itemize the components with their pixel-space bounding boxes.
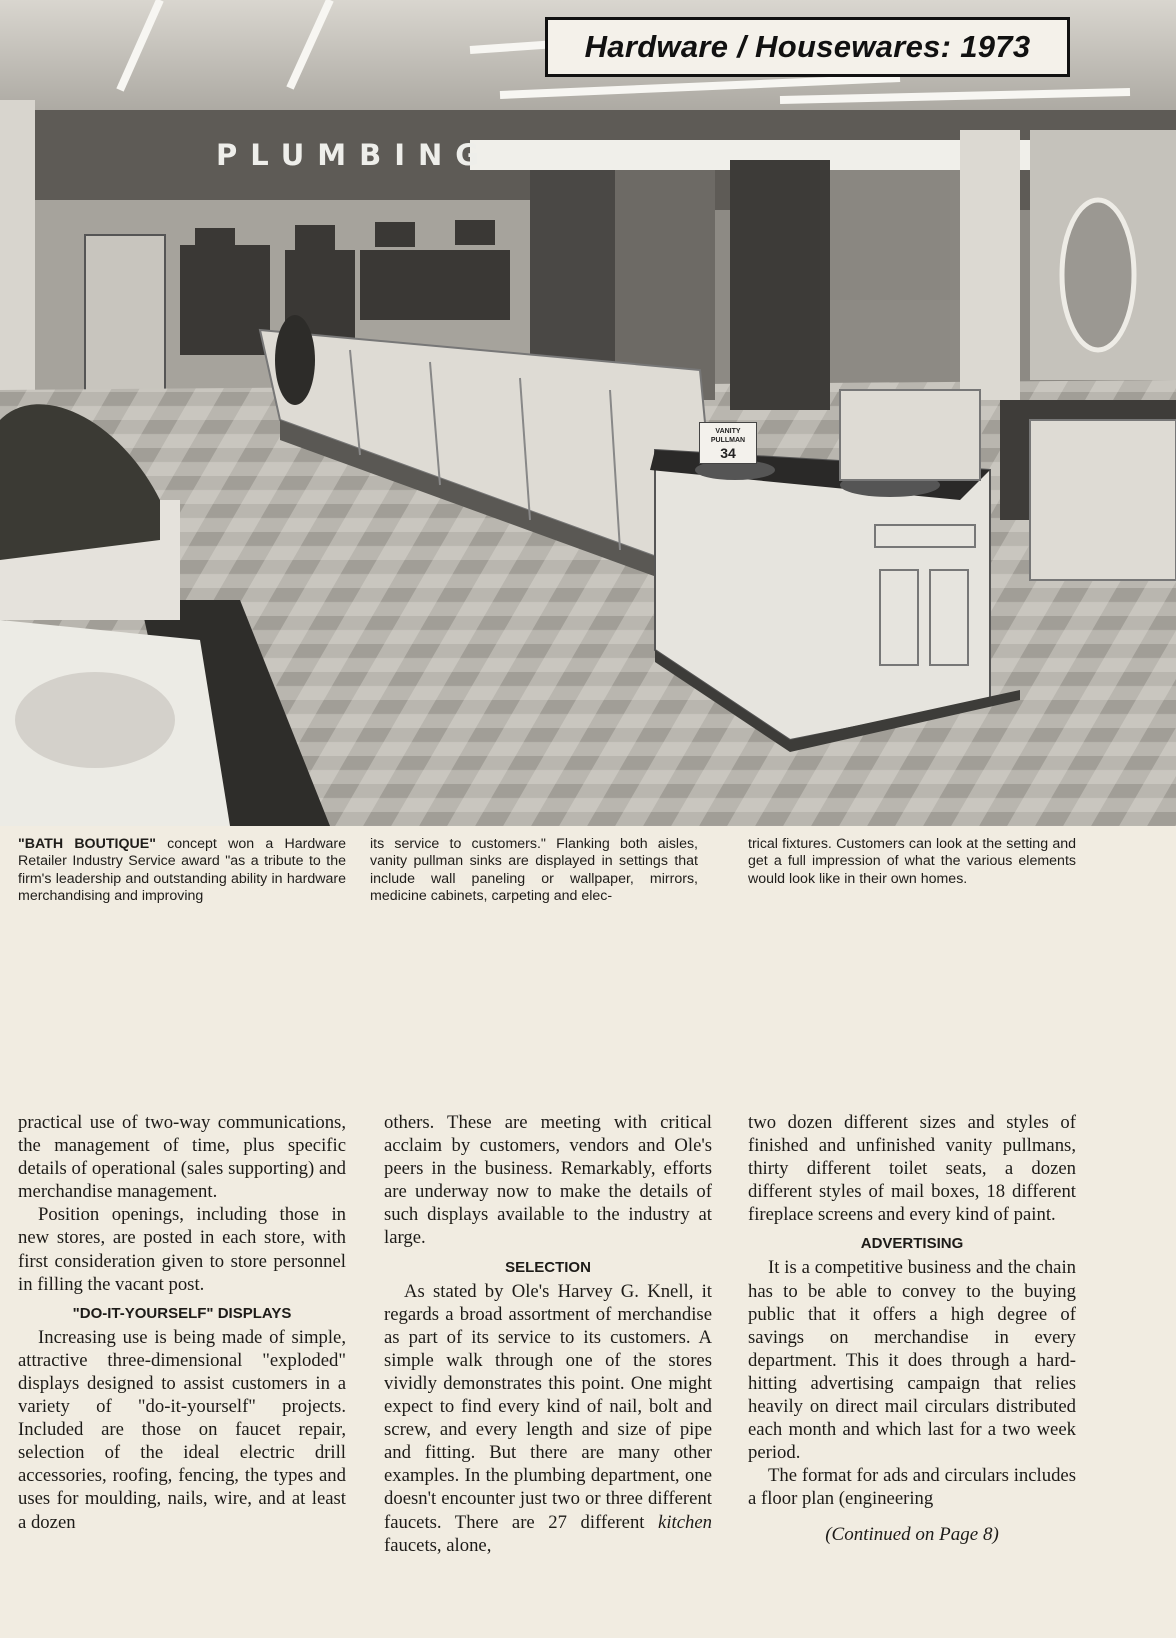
caption-text-1: concept won a Hardware Retailer Industry Service award "as a tribute to the firm's leadership and outstanding ability in hardware merchandising and improving [18,836,346,905]
paragraph: practical use of two-way communications, the management of time, plus specific details of operational (sales supporting) and merchandise management. [18,1112,346,1203]
paragraph: Position openings, including those in new stores, are posted in each store, with first consideration given to store personnel in filling the vacant post. [18,1204,346,1295]
caption-column-1 [18,836,346,906]
caption-column-2 [370,836,698,906]
photo-caption [0,836,1176,916]
article-column-3 [748,1111,1076,1546]
paragraph [384,1280,712,1557]
section-header-title: Hardware / Housewares: 1973 [584,29,1031,64]
article-column-2 [384,1111,712,1557]
paragraph-text: faucets, alone, [384,1534,492,1556]
price-tag [699,422,757,464]
paragraph: The format for ads and circulars includes a floor plan (engineering [748,1465,1076,1510]
article-body [0,1111,1176,1631]
paragraph: others. These are meeting with critical acclaim by customers, vendors and Ole's peers in the business. Remarkably, efforts are underway now to make the details of such displays available to the industry at large. [384,1112,712,1249]
continued-note: (Continued on Page 8) [825,1523,999,1545]
paragraph-text: As stated by Ole's Harvey G. Knell, it regards a broad assortment of merchandise as part of its service to its customers. A simple walk through one of the stores vividly demonstrates this point. One might expect to find every kind of nail, bolt and screw, and every length and size of pipe and fitting. But there are many other examples. In the plumbing department, one doesn't encounter just two or three different faucets. There are 27 different [384,1280,712,1533]
emphasis-kitchen: kitchen [658,1511,712,1533]
paragraph: Increasing use is being made of simple, attractive three-dimensional "exploded" displays designed to assist customers in a variety of "do-it-yourself" projects. Included are those on faucet repair, selection of the ideal electric drill accessories, roofing, fencing, the types and uses for moulding, nails, wire, and at least a dozen [18,1326,346,1533]
caption-lead: "BATH BOUTIQUE" [18,836,156,852]
caption-column-3 [748,836,1076,888]
section-header [545,17,1070,77]
caption-text-2: its service to customers." Flanking both aisles, vanity pullman sinks are displayed in settings that include wall paneling or wallpaper, mirrors, medicine cabinets, carpeting and elec- [370,836,698,905]
section-heading-diy: "DO-IT-YOURSELF" DISPLAYS [72,1304,292,1322]
price-tag-price: 34 [720,445,736,461]
paragraph: two dozen different sizes and styles of finished and unfinished vanity pullmans, thirty different toilet seats, a dozen different styles of mail boxes, 18 different fireplace screens and every kind of paint. [748,1112,1076,1226]
plumbing-sign: PLUMBING [216,138,493,172]
section-heading-selection: SELECTION [505,1258,591,1276]
paragraph: It is a competitive business and the chain has to be able to convey to the buying public that it offers a high degree of savings on merchandise in every department. This it does through a hard-hitting advertising campaign that relies heavily on direct mail circulars distributed each month and which last for a two week period. [748,1257,1076,1464]
article-column-1 [18,1111,346,1534]
section-heading-advertising: ADVERTISING [860,1235,964,1253]
price-tag-line2: PULLMAN [710,437,746,444]
caption-text-3: trical fixtures. Customers can look at the setting and get a full impression of what the various elements would look like in their own homes. [748,836,1076,887]
price-tag-line1: VANITY [715,428,741,435]
